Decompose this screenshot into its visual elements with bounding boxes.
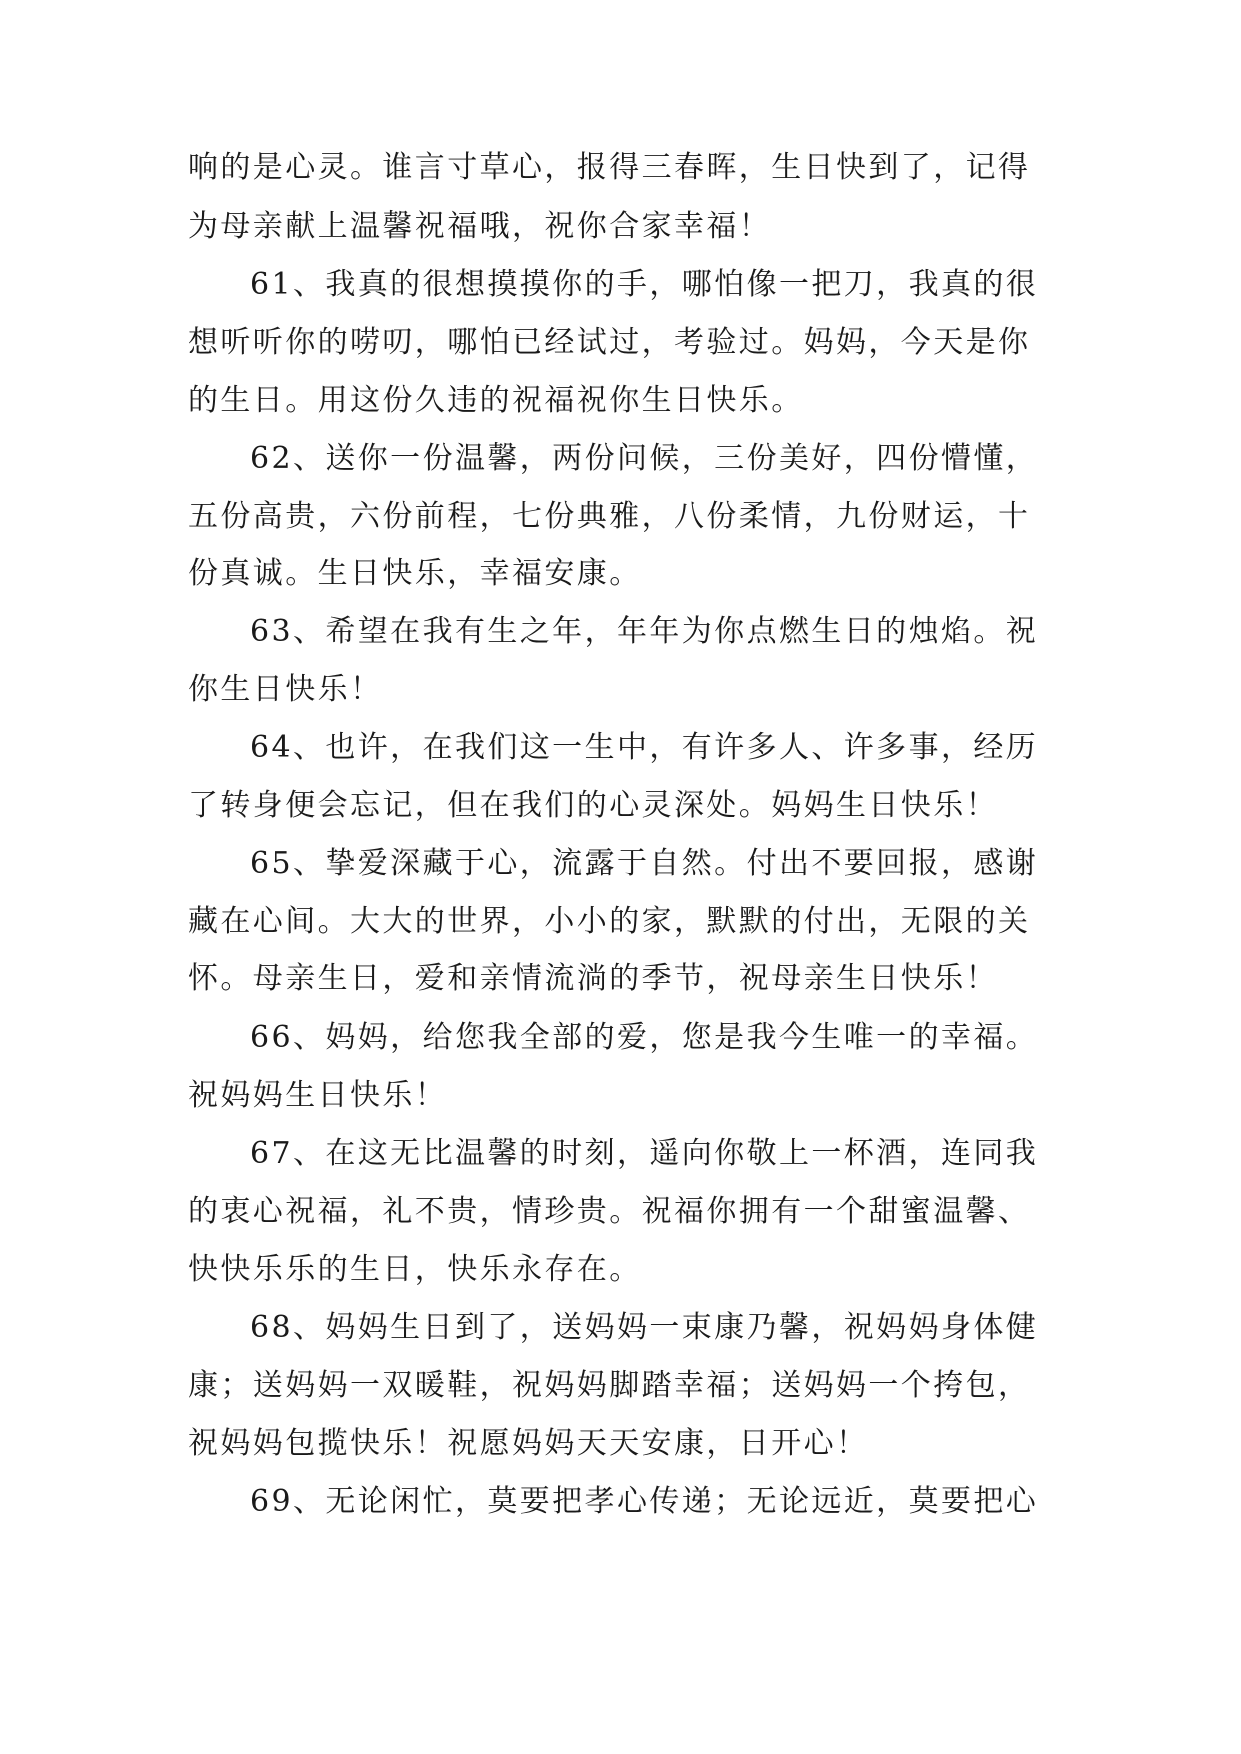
text-line: 61、我真的很想摸摸你的手，哪怕像一把刀，我真的很 bbox=[250, 267, 1039, 302]
text-line: 的生日。用这份久违的祝福祝你生日快乐。 bbox=[188, 383, 804, 418]
text-line: 份真诚。生日快乐，幸福安康。 bbox=[188, 556, 642, 591]
text-line: 为母亲献上温馨祝福哦，祝你合家幸福！ bbox=[188, 209, 772, 244]
text-line: 65、挚爱深藏于心，流露于自然。付出不要回报，感谢 bbox=[250, 846, 1039, 881]
text-line: 68、妈妈生日到了，送妈妈一束康乃馨，祝妈妈身体健 bbox=[250, 1310, 1039, 1345]
text-line: 祝妈妈生日快乐！ bbox=[188, 1078, 448, 1113]
text-line: 62、送你一份温馨，两份问候，三份美好，四份懵懂， bbox=[250, 441, 1039, 476]
text-line: 康；送妈妈一双暖鞋，祝妈妈脚踏幸福；送妈妈一个挎包， bbox=[188, 1368, 1031, 1403]
text-line: 响的是心灵。谁言寸草心，报得三春晖，生日快到了，记得 bbox=[188, 150, 1031, 185]
text-line: 了转身便会忘记，但在我们的心灵深处。妈妈生日快乐！ bbox=[188, 788, 998, 823]
text-line: 66、妈妈，给您我全部的爱，您是我今生唯一的幸福。 bbox=[250, 1020, 1039, 1055]
text-line: 64、也许，在我们这一生中，有许多人、许多事，经历 bbox=[250, 730, 1039, 765]
text-line: 69、无论闲忙，莫要把孝心传递；无论远近，莫要把心 bbox=[250, 1484, 1039, 1519]
text-line: 怀。母亲生日，爱和亲情流淌的季节，祝母亲生日快乐！ bbox=[188, 961, 998, 996]
text-line: 的衷心祝福，礼不贵，情珍贵。祝福你拥有一个甜蜜温馨、 bbox=[188, 1194, 1031, 1229]
text-line: 想听听你的唠叨，哪怕已经试过，考验过。妈妈，今天是你 bbox=[188, 325, 1031, 360]
text-line: 五份高贵，六份前程，七份典雅，八份柔情，九份财运，十 bbox=[188, 499, 1031, 534]
text-line: 祝妈妈包揽快乐！祝愿妈妈天天安康，日开心！ bbox=[188, 1426, 869, 1461]
text-line: 快快乐乐的生日，快乐永存在。 bbox=[188, 1252, 642, 1287]
text-line: 你生日快乐！ bbox=[188, 672, 383, 707]
text-line: 63、希望在我有生之年，年年为你点燃生日的烛焰。祝 bbox=[250, 614, 1039, 649]
text-line: 藏在心间。大大的世界，小小的家，默默的付出，无限的关 bbox=[188, 904, 1031, 939]
text-line: 67、在这无比温馨的时刻，遥向你敬上一杯酒，连同我 bbox=[250, 1136, 1039, 1171]
